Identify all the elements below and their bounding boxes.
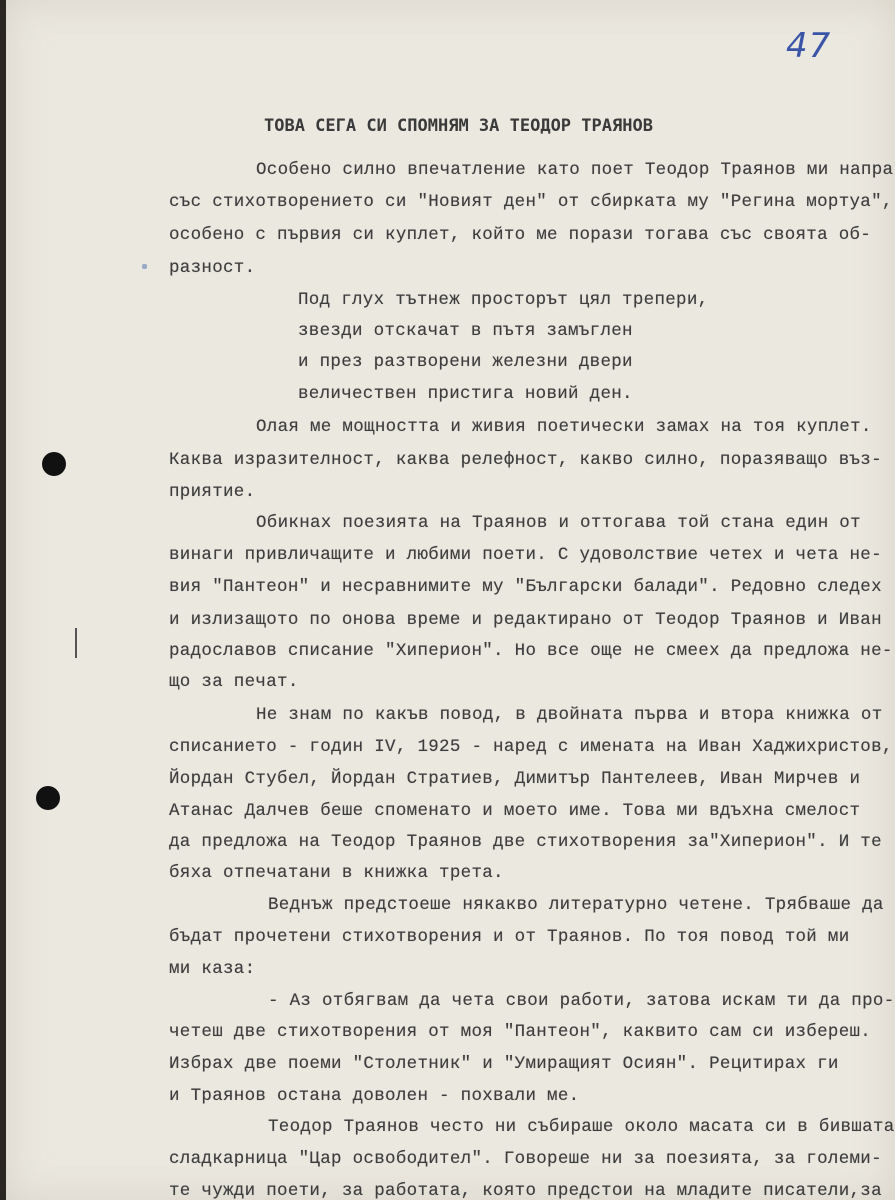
text-line: Не знам по какъв повод, в двойната първа и втора книжка от xyxy=(256,705,883,725)
text-line: радославов списание "Хиперион". Но все още не смеех да предложа не- xyxy=(169,641,893,661)
text-line: със стихотворението си "Новият ден" от сбирката му "Регина мортуа", xyxy=(169,192,893,212)
text-line: разност. xyxy=(169,258,256,278)
text-line: Обикнах поезията на Траянов и оттогава той стана един от xyxy=(256,513,861,533)
document-page xyxy=(6,0,895,1200)
text-line: Йордан Стубел, Йордан Стратиев, Димитър Пантелеев, Иван Мирчев и xyxy=(169,769,861,789)
text-line: - Аз отбягвам да чета свои работи, затова искам ти да про- xyxy=(268,991,895,1011)
text-line: да предложа на Теодор Траянов две стихотворения за"Хиперион". И те xyxy=(169,832,882,852)
text-line: особено с първия си куплет, който ме порази тогава със своята об- xyxy=(169,225,872,245)
text-line: списанието - годин IV, 1925 - наред с имената на Иван Хаджихристов, xyxy=(169,737,893,757)
poem-line: величествен пристига новий ден. xyxy=(298,384,633,404)
text-line: ми каза: xyxy=(169,959,256,979)
text-line: бяха отпечатани в книжка трета. xyxy=(169,863,504,883)
punch-hole xyxy=(42,452,66,476)
text-line: бъдат прочетени стихотворения и от Траянов. По тоя повод той ми xyxy=(169,927,850,947)
punch-hole xyxy=(36,786,60,810)
text-line: Атанас Далчев беше споменато и моето име. Това ми вдъхна смелост xyxy=(169,801,861,821)
text-line: винаги привличащите и любими поети. С удоволствие четех и чета не- xyxy=(169,545,882,565)
text-line: те чужди поети, за работата, която предстои на младите писатели,за xyxy=(169,1181,882,1200)
poem-line: Под глух тътнеж просторът цял трепери, xyxy=(298,290,709,310)
text-line: Теодор Траянов често ни събираше около масата си в бившата xyxy=(268,1117,895,1137)
text-line: приятие. xyxy=(169,482,256,502)
text-line: Веднъж предстоеше някакво литературно четене. Трябваше да xyxy=(268,895,884,915)
text-line: сладкарница "Цар освободител". Говореше ни за поезията, за големи- xyxy=(169,1149,882,1169)
page-number: 47 xyxy=(786,26,832,66)
text-line: Избрах две поеми "Столетник" и "Умиращият Осиян". Рецитирах ги xyxy=(169,1054,839,1074)
text-line: и Траянов остана доволен - похвали ме. xyxy=(169,1086,580,1106)
text-line: и излизащото по онова време и редактирано от Теодор Траянов и Иван xyxy=(169,610,882,630)
text-line: що за печат. xyxy=(169,672,299,692)
document-title: ТОВА СЕГА СИ СПОМНЯМ ЗА ТЕОДОР ТРАЯНОВ xyxy=(264,116,653,136)
text-line: Особено силно впечатление като поет Теодор Траянов ми напра xyxy=(256,160,894,180)
text-line: четеш две стихотворения от моя "Пантеон", каквито сам си избереш. xyxy=(169,1022,872,1042)
margin-mark xyxy=(75,628,77,658)
text-line: вия "Пантеон" и несравнимите му "Български балади". Редовно следех xyxy=(169,577,882,597)
poem-line: и през разтворени железни двери xyxy=(298,352,633,372)
text-line: Олая ме мощността и живия поетически замах на тоя куплет. xyxy=(256,417,872,437)
text-line: Каква изразителност, каква релефност, какво силно, поразяващо въз- xyxy=(169,450,882,470)
ink-mark xyxy=(142,264,147,269)
poem-line: звезди отскачат в пътя замъглен xyxy=(298,321,633,341)
